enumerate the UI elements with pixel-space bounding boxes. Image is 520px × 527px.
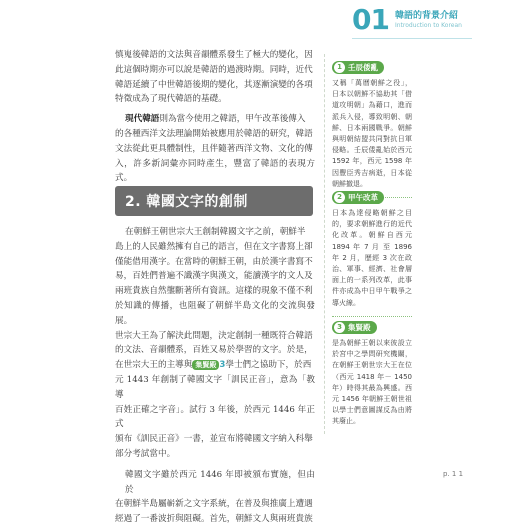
note-title: 壬辰倭亂	[348, 63, 378, 72]
chapter-subtitle: Introduction to Korean	[394, 22, 462, 29]
hangul-spread-paragraph: 韓國文字雖於西元 1446 年即被頒布實施，但由於 在朝鮮半島屬嶄新之文字系統，在普及與推廣上遭遇 經過了一番波折與阻礙。首先，朝鮮文人與兩班貴族	[115, 469, 315, 525]
chapter-number: 01	[352, 3, 389, 36]
note-number: 1	[334, 62, 345, 73]
note-label	[332, 191, 384, 204]
sidebar-note-imjin-war	[332, 54, 412, 198]
footnote-marker: 3	[219, 360, 226, 371]
intro-paragraph: 慎嵬後韓語的文法與音韻體系發生了極大的變化，因 此這個時期亦可以說是韓語的過渡時期。同時，近代 韓語延續了中世韓語後期的變化，其逐漸演變的各項 特徵成為了現代韓語的基礎。	[115, 50, 313, 105]
jiphyeonjeon-badge: 集賢殿	[192, 360, 219, 370]
main-text	[115, 48, 315, 186]
sidebar-note-jiphyeonjeon	[332, 314, 412, 428]
section-heading-bar	[115, 186, 313, 216]
chapter-header	[352, 3, 462, 36]
hangul-creation-paragraph: 在朝鮮王朝世宗大王創制韓國文字之前，朝鮮半 島上的人民雖然擁有自己的語言，但在文字書寫上卻 僅能借用漢字。在當時的朝鮮王朝，由於漢字書寫不 易，百姓們普遍不識漢字與漢文，能讀漢字的文人及 兩班貴族自然壟斷著所有資訊。這樣的現象不僅不利 於知識的傳播，也阻礙了朝鮮半島文化的交流與發展。 世宗大王為了解決此問題，決定創制一種既符合韓語 的文法、音韻體系，百姓又易於學習的文字。於是， 在世宗大王的主導與 集賢殿 3學士們之協助下，於西 元 1443 年創制了韓國文字「訓民正音」，意為「教導 百姓正確之字音」。試行 3 年後，於西元 1446 年正式 頒布《訓民正音》一書，並宣布將韓國文字納入科舉 部分考試當中。	[115, 227, 315, 459]
note-title: 集賢殿	[348, 323, 371, 332]
note-label	[332, 61, 384, 74]
note-body: 日本為達侵略朝鮮之目的，要求朝鮮進行的近代化改革。朝鮮自西元 1894 年 7 月 至 1896 年 2 月，歷經 3 次在政治、軍事、經濟、社會層面上的一系列改革，此事件亦成為中日甲午戰爭之導火線。	[332, 209, 412, 307]
modern-korean-term: 現代韓語	[125, 114, 160, 125]
section-title: 2. 韓國文字的創制	[125, 194, 248, 210]
sidebar-note-gabo-reform	[332, 184, 412, 317]
header-divider	[352, 38, 472, 39]
note-title: 甲午改革	[348, 193, 378, 202]
note-number: 2	[334, 192, 345, 203]
chapter-title: 韓語的背景介紹	[394, 11, 458, 21]
note-body: 又稱「萬曆朝鮮之役」，日本以朝鮮不協助其「借道攻明朝」為藉口，進而派兵入侵，導致明朝、朝鮮、日本兩國戰爭。朝鮮與明朝結盟共同對抗日軍侵略。壬辰倭亂始於西元 1592 年，西元 1598 年因豐臣秀吉病逝，日本從朝鮮撤退。	[332, 79, 412, 188]
sidebar-divider	[324, 54, 325, 434]
section-body	[115, 225, 315, 527]
page-number: p. 1 1	[443, 470, 464, 478]
modern-korean-paragraph: 現代韓語則為當今使用之韓語，甲午改革後傳入 的各種西洋文法理論開始被應用於韓語的研究，韓語 文法從此更具體制性，且伴隨著西洋文物、文化的傳 入，許多新詞彙亦同時產生，豐富了韓語的表現方式。	[115, 114, 315, 184]
note-label	[332, 321, 377, 334]
note-body: 是為朝鮮王朝以來彼設立於宮中之學問研究機關，在朝鮮王朝世宗大王在位（西元 1418 年－ 1450 年）時得其最為興盛。西元 1456 年朝鮮王朝世祖以學士們意圖謀反為由將其廢止。	[332, 339, 412, 426]
note-number: 3	[334, 322, 345, 333]
